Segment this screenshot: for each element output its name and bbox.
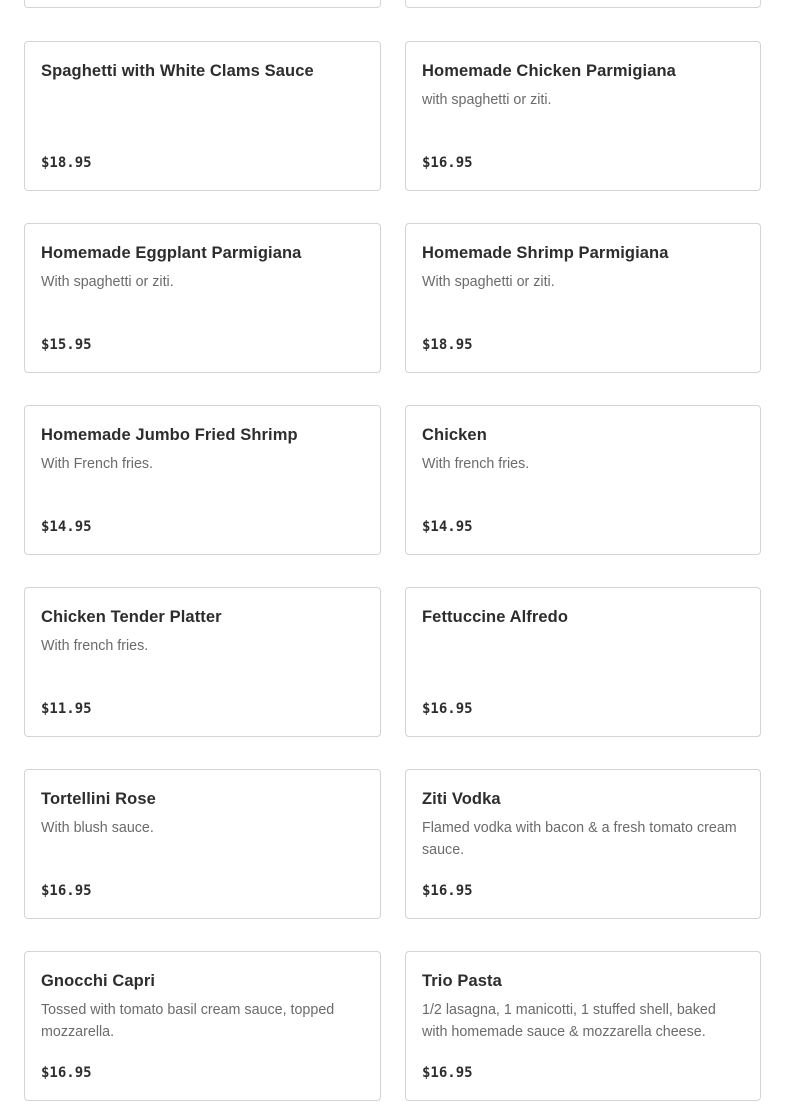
menu-item-card-partial[interactable] <box>24 0 381 8</box>
menu-item-card[interactable] <box>24 951 381 1101</box>
menu-item-description: with spaghetti or ziti. <box>422 92 552 108</box>
menu-item-description: With french fries. <box>41 638 149 654</box>
menu-item-description: With french fries. <box>422 456 530 472</box>
menu-item-price: $16.95 <box>41 883 92 899</box>
menu-item-name: Homemade Chicken Parmigiana <box>422 62 676 80</box>
menu-item-price: $11.95 <box>41 701 92 717</box>
menu-item-description: With spaghetti or ziti. <box>41 274 174 290</box>
menu-item-name: Tortellini Rose <box>41 790 156 808</box>
menu-item-price: $14.95 <box>422 519 473 535</box>
menu-item-description: With blush sauce. <box>41 820 154 836</box>
menu-item-price: $15.95 <box>41 337 92 353</box>
menu-item-price: $16.95 <box>422 1065 473 1081</box>
menu-item-description: With spaghetti or ziti. <box>422 274 555 290</box>
menu-item-price: $18.95 <box>41 155 92 171</box>
menu-item-name: Homemade Eggplant Parmigiana <box>41 244 302 262</box>
menu-item-name: Homemade Jumbo Fried Shrimp <box>41 426 298 444</box>
menu-item-price: $18.95 <box>422 337 473 353</box>
menu-item-card[interactable] <box>405 223 761 373</box>
menu-item-description: Tossed with tomato basil cream sauce, topped mozzarella. <box>41 1002 335 1040</box>
menu-item-card[interactable] <box>405 951 761 1101</box>
menu-item-price: $16.95 <box>422 155 473 171</box>
menu-item-price: $16.95 <box>422 883 473 899</box>
menu-item-name: Trio Pasta <box>422 972 502 990</box>
menu-item-name: Chicken <box>422 426 487 444</box>
menu-item-card[interactable] <box>405 587 761 737</box>
menu-item-card[interactable] <box>24 41 381 191</box>
menu-item-card[interactable] <box>24 223 381 373</box>
menu-item-name: Gnocchi Capri <box>41 972 156 990</box>
menu-item-name: Chicken Tender Platter <box>41 608 222 626</box>
menu-item-name: Ziti Vodka <box>422 790 501 808</box>
menu-item-description: 1/2 lasagna, 1 manicotti, 1 stuffed shell, baked with homemade sauce & mozzarella cheese. <box>422 1002 716 1040</box>
menu-item-card[interactable] <box>24 769 381 919</box>
menu-item-card[interactable] <box>405 41 761 191</box>
menu-item-card[interactable] <box>405 769 761 919</box>
menu-item-description: With French fries. <box>41 456 154 472</box>
menu-item-description: Flamed vodka with bacon & a fresh tomato cream sauce. <box>422 820 737 858</box>
menu-item-name: Homemade Shrimp Parmigiana <box>422 244 669 262</box>
menu-item-card[interactable] <box>24 587 381 737</box>
menu-item-price: $16.95 <box>41 1065 92 1081</box>
menu-item-name: Fettuccine Alfredo <box>422 608 569 626</box>
menu-item-price: $16.95 <box>422 701 473 717</box>
menu-item-card[interactable] <box>405 405 761 555</box>
menu-item-card[interactable] <box>24 405 381 555</box>
menu-item-name: Spaghetti with White Clams Sauce <box>41 62 314 80</box>
menu-item-card-partial[interactable] <box>405 0 761 8</box>
menu-item-price: $14.95 <box>41 519 92 535</box>
